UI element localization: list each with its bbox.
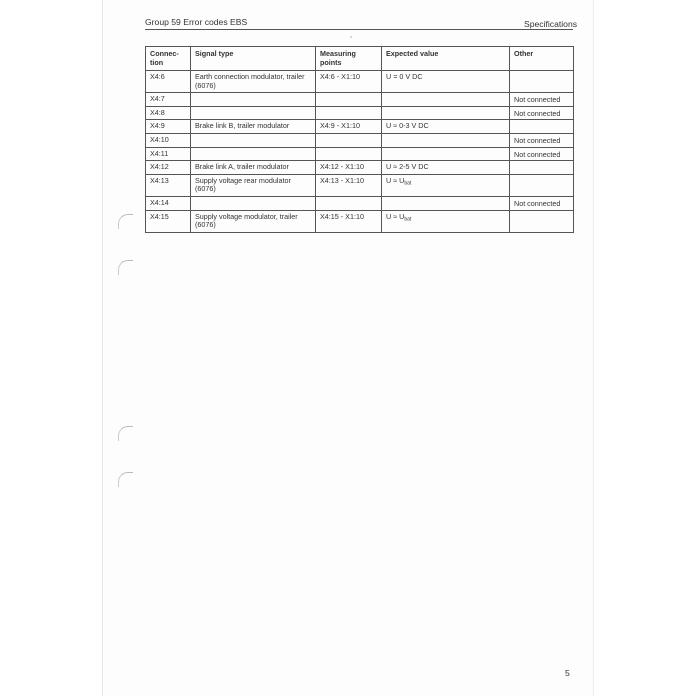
cell-measuring-points: X4:12 - X1:10: [316, 161, 382, 175]
scan-speck: [350, 36, 352, 38]
cell-measuring-points: [316, 106, 382, 120]
table-row: [146, 93, 574, 107]
cell-measuring-points: X4:13 - X1:10: [316, 174, 382, 196]
punch-hole-mark: [118, 472, 133, 487]
cell-signal-type: Earth connection modulator, trailer (6076): [191, 71, 316, 93]
cell-expected-value: [382, 93, 510, 107]
cell-expected-value: U ≈ 0-3 V DC: [382, 120, 510, 134]
cell-measuring-points: [316, 196, 382, 210]
cell-other: [510, 161, 574, 175]
cell-other: [510, 120, 574, 134]
cell-signal-type: [191, 106, 316, 120]
cell-signal-type: [191, 147, 316, 161]
cell-measuring-points: X4:15 - X1:10: [316, 210, 382, 232]
cell-other: Not connected: [510, 93, 574, 107]
cell-expected-value: U = 0 V DC: [382, 71, 510, 93]
document-group-title: Group 59 Error codes EBS: [145, 17, 248, 27]
cell-signal-type: [191, 133, 316, 147]
header-other: Other: [510, 47, 574, 71]
cell-other: Not connected: [510, 106, 574, 120]
cell-connection: X4:10: [146, 133, 191, 147]
table-row: [146, 106, 574, 120]
table-header-row: [146, 47, 574, 71]
cell-other: Not connected: [510, 147, 574, 161]
table-row: [146, 147, 574, 161]
table-row: [146, 120, 574, 134]
punch-hole-mark: [118, 214, 133, 229]
cell-connection: X4:9: [146, 120, 191, 134]
header-signal-type: Signal type: [191, 47, 316, 71]
cell-expected-value: $U \approx U_{bat}$: [382, 210, 510, 232]
table-row: [146, 174, 574, 196]
cell-measuring-points: X4:9 - X1:10: [316, 120, 382, 134]
cell-connection: X4:7: [146, 93, 191, 107]
table-row: [146, 161, 574, 175]
cell-expected-value: [382, 147, 510, 161]
cell-expected-value: [382, 196, 510, 210]
cell-connection: X4:15: [146, 210, 191, 232]
cell-measuring-points: [316, 147, 382, 161]
cell-other: [510, 174, 574, 196]
punch-hole-mark: [118, 260, 133, 275]
header-measuring-points: Measuring points: [316, 47, 382, 71]
cell-signal-type: [191, 196, 316, 210]
cell-connection: X4:6: [146, 71, 191, 93]
cell-signal-type: Brake link B, trailer modulator: [191, 120, 316, 134]
table-row: [146, 133, 574, 147]
cell-other: Not connected: [510, 133, 574, 147]
table-row: [146, 71, 574, 93]
cell-expected-value: $U \approx U_{bat}$: [382, 174, 510, 196]
cell-other: [510, 71, 574, 93]
header-expected-value: Expected value: [382, 47, 510, 71]
page-number: 5: [565, 668, 570, 678]
cell-connection: X4:8: [146, 106, 191, 120]
cell-connection: X4:12: [146, 161, 191, 175]
table-row: [146, 210, 574, 232]
cell-signal-type: Brake link A, trailer modulator: [191, 161, 316, 175]
cell-measuring-points: [316, 93, 382, 107]
cell-connection: X4:14: [146, 196, 191, 210]
cell-connection: X4:13: [146, 174, 191, 196]
cell-expected-value: U ≈ 2-5 V DC: [382, 161, 510, 175]
table-row: [146, 196, 574, 210]
header-divider: [145, 29, 573, 30]
subscript-bat: bat: [404, 216, 412, 223]
cell-connection: X4:11: [146, 147, 191, 161]
subscript-bat: bat: [404, 180, 412, 187]
connector-spec-table: [145, 46, 574, 233]
cell-other: Not connected: [510, 196, 574, 210]
cell-measuring-points: [316, 133, 382, 147]
cell-other: [510, 210, 574, 232]
punch-hole-mark: [118, 426, 133, 441]
cell-measuring-points: X4:6 - X1:10: [316, 71, 382, 93]
cell-expected-value: [382, 133, 510, 147]
cell-expected-value: [382, 106, 510, 120]
cell-signal-type: [191, 93, 316, 107]
cell-signal-type: Supply voltage modulator, trailer (6076): [191, 210, 316, 232]
header-connection: Connec- tion: [146, 47, 191, 71]
section-title: Specifications: [524, 19, 578, 29]
cell-signal-type: Supply voltage rear modulator (6076): [191, 174, 316, 196]
